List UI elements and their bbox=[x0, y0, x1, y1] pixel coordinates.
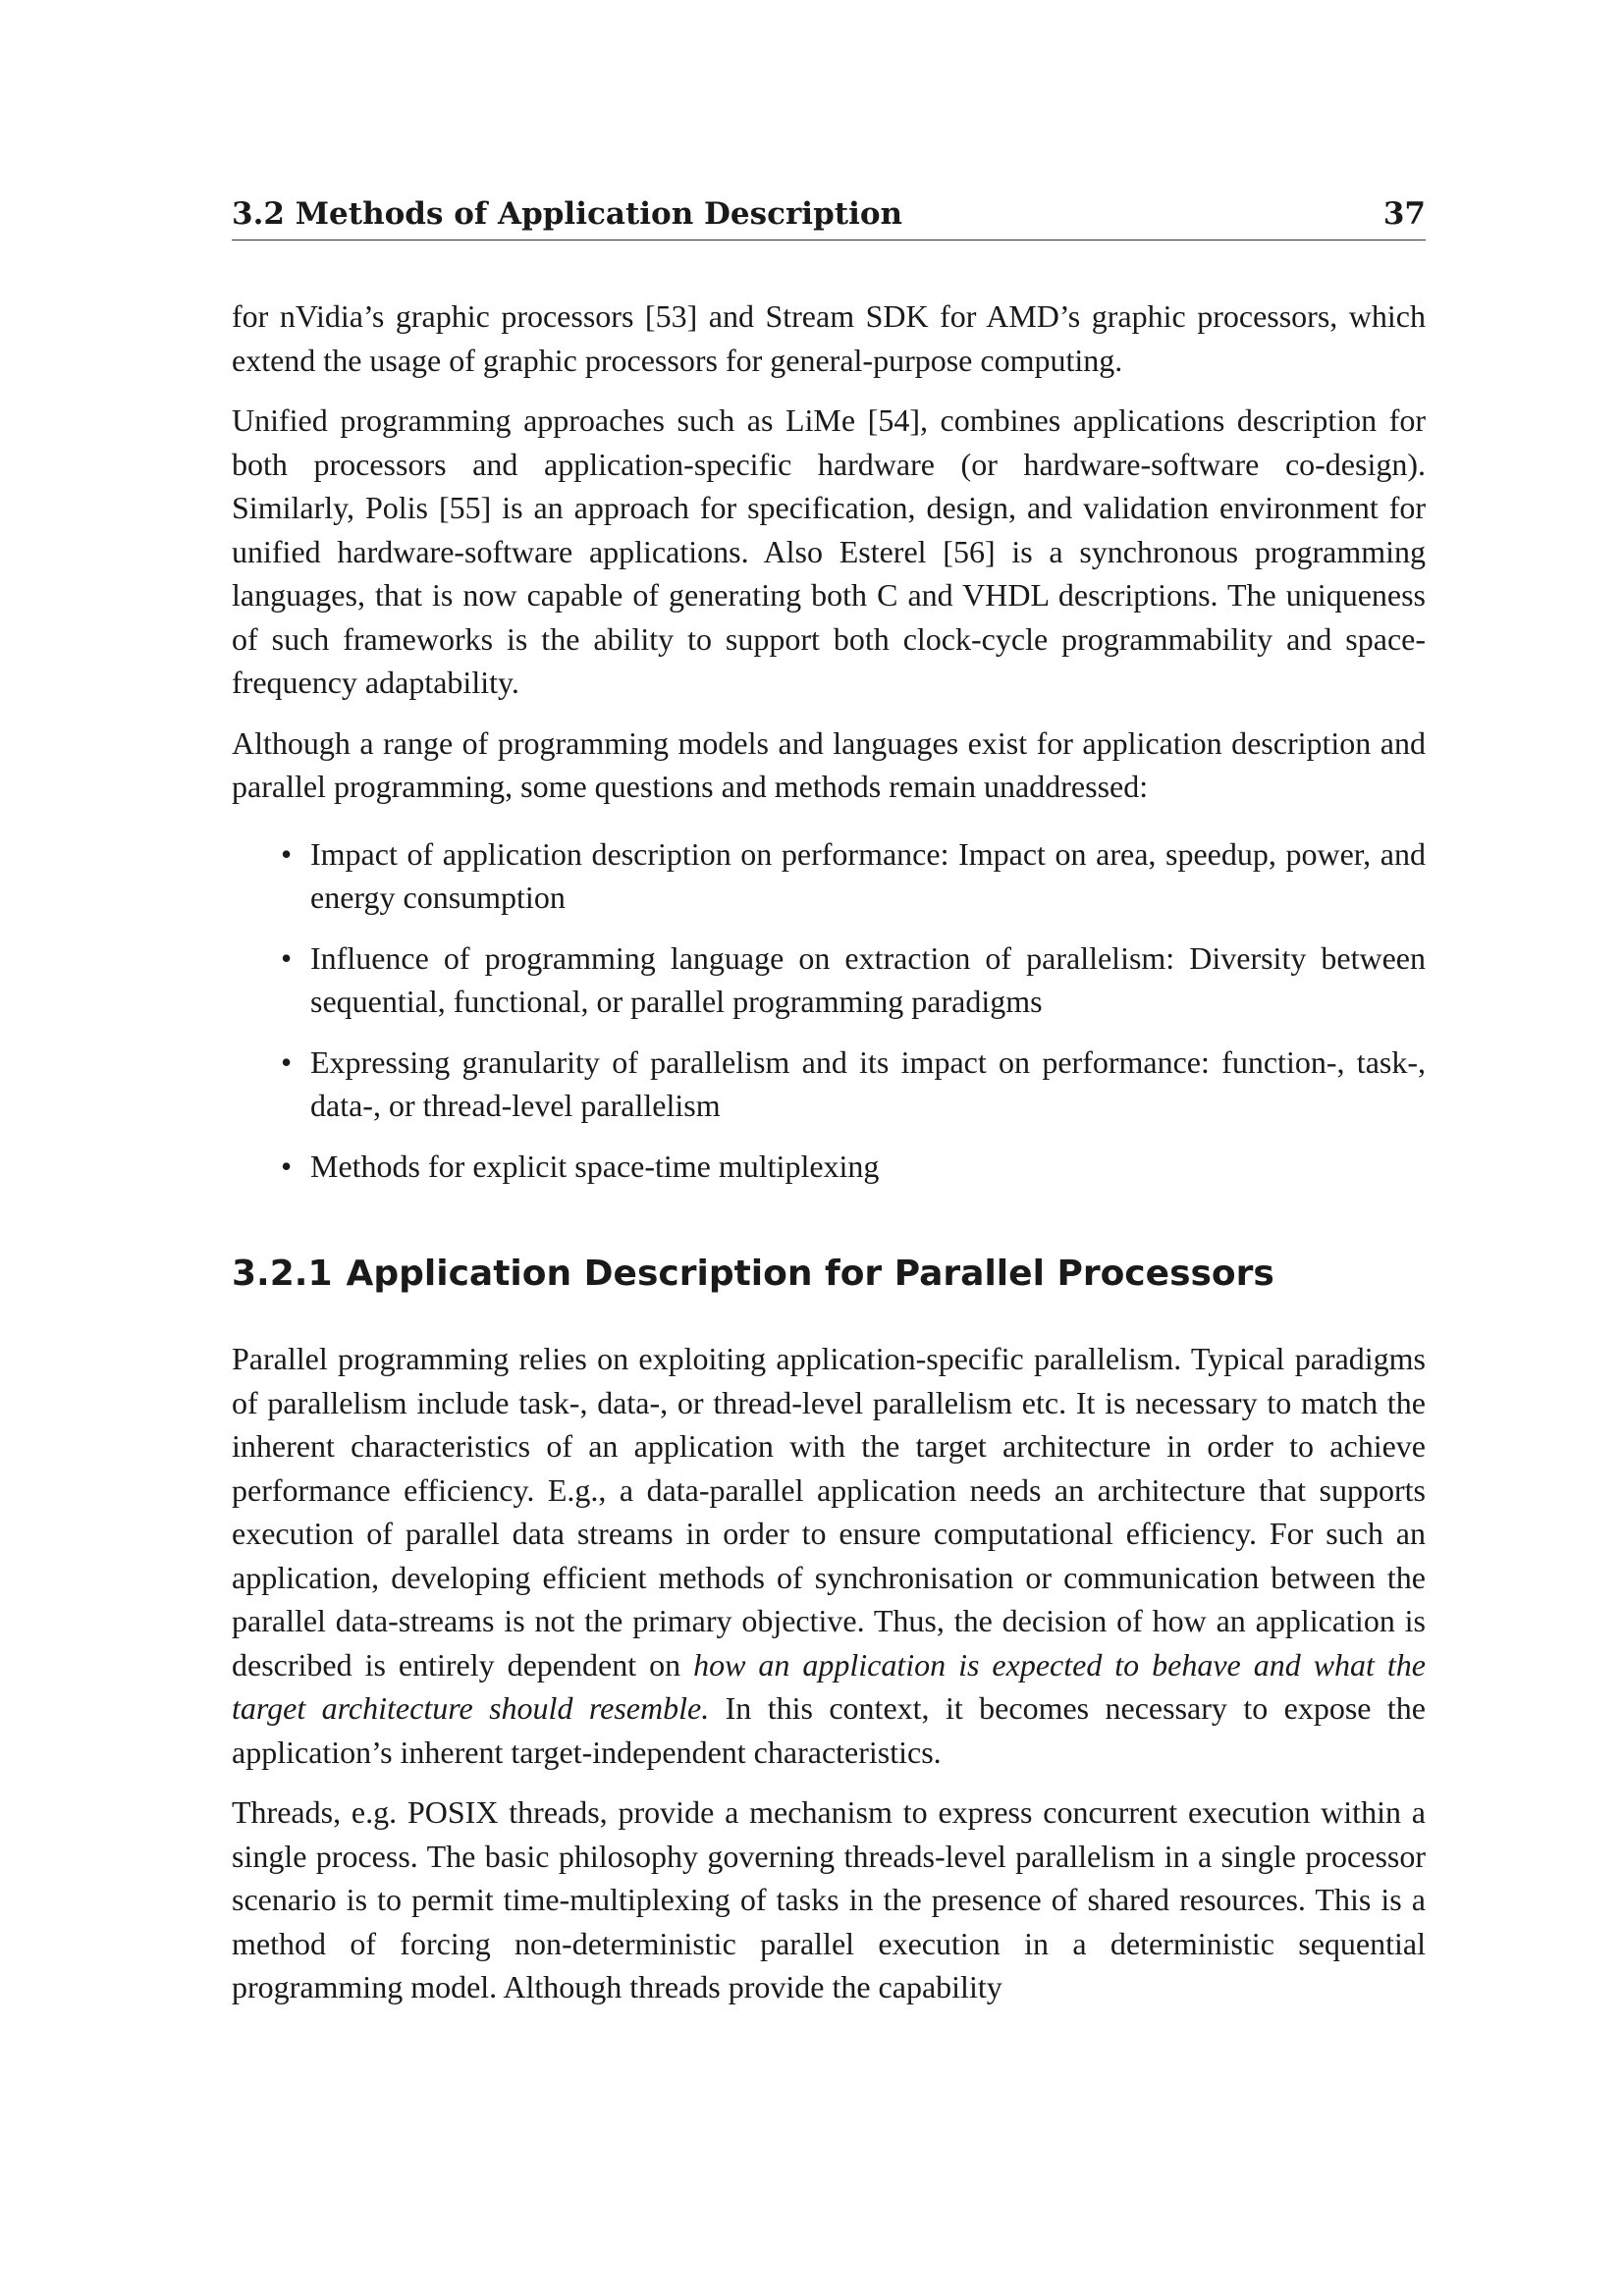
paragraph-4-text-a: Parallel programming relies on exploiting application-specific parallelism. Typical paradigms of parallelism include task-, data-, or thread-level parallelism etc. It is necessary to match the inherent characteristics of an application with the target architecture in order to achieve performance efficiency. E.g., a data-parallel application needs an architecture that supports execution of parallel data streams in order to ensure computational efficiency. For such an application, developing efficient methods of synchronisation or communication between the parallel data-streams is not the primary objective. Thus, the decision of how an application is described is entirely dependent on bbox=[232, 1341, 1426, 1682]
paragraph-4 bbox=[232, 1337, 1426, 1774]
body-text bbox=[232, 294, 1426, 2026]
bullet-text: Influence of programming language on extraction of parallelism: Diversity between sequential, functional, or parallel programming paradigms bbox=[310, 939, 1426, 1019]
paragraph-3: Although a range of programming models and languages exist for application description and parallel programming, some questions and methods remain unaddressed: bbox=[232, 724, 1426, 804]
paragraph-5: Threads, e.g. POSIX threads, provide a mechanism to express concurrent execution within a single process. The basic philosophy governing threads-level parallelism in a single processor scenario is to permit time-multiplexing of tasks in the presence of shared resources. This is a method of forcing non-deterministic parallel execution in a deterministic sequential programming model. Although threads provide the capability bbox=[232, 1794, 1426, 2004]
bullet-marker: • bbox=[281, 835, 293, 872]
bullet-text: Expressing granularity of parallelism and its impact on performance: function-, task-, data-, or thread-level parallelism bbox=[310, 1043, 1426, 1123]
header-section-title: 3.2 Methods of Application Description bbox=[232, 196, 903, 232]
bullet-item bbox=[232, 936, 1426, 1024]
bullet-marker: • bbox=[281, 1148, 293, 1184]
bullet-item bbox=[232, 1145, 1426, 1189]
bullet-list bbox=[232, 832, 1426, 1189]
bullet-text: Methods for explicit space-time multiplexing bbox=[310, 1148, 880, 1184]
subsection-heading bbox=[232, 1253, 1426, 1296]
bullet-item bbox=[232, 832, 1426, 920]
subsection-title: Application Description for Parallel Processors bbox=[346, 1254, 1274, 1294]
paragraph-2: Unified programming approaches such as LiMe [54], combines applications description for both processors and application-specific hardware (or hardware-software co-design). Similarly, Polis [55] is an approach for specification, design, and validation environment for unified hardware-software applications. Also Esterel [56] is a synchronous programming languages, that is now capable of generating both C and VHDL descriptions. The uniqueness of such frameworks is the ability to support both clock-cycle programmability and space-frequency adaptability. bbox=[232, 402, 1426, 700]
paragraph-4-emphasis: how an application is expected to behave and what the target architecture should resemble. bbox=[232, 1646, 1427, 1726]
bullet-item bbox=[232, 1041, 1426, 1128]
bullet-marker: • bbox=[281, 939, 293, 976]
running-header bbox=[232, 196, 1426, 240]
bullet-text: Impact of application description on performance: Impact on area, speedup, power, and energy consumption bbox=[310, 835, 1426, 915]
page-number: 37 bbox=[1382, 196, 1426, 232]
paragraph-1: for nVidia’s graphic processors [53] and Stream SDK for AMD’s graphic processors, which extend the usage of graphic processors for general-purpose computing. bbox=[232, 298, 1426, 378]
bullet-marker: • bbox=[281, 1043, 293, 1080]
subsection-number: 3.2.1 bbox=[232, 1254, 333, 1294]
paragraph-4-text-b: In this context, it becomes necessary to expose the application’s inherent target-independent characteristics. bbox=[232, 1690, 1427, 1770]
